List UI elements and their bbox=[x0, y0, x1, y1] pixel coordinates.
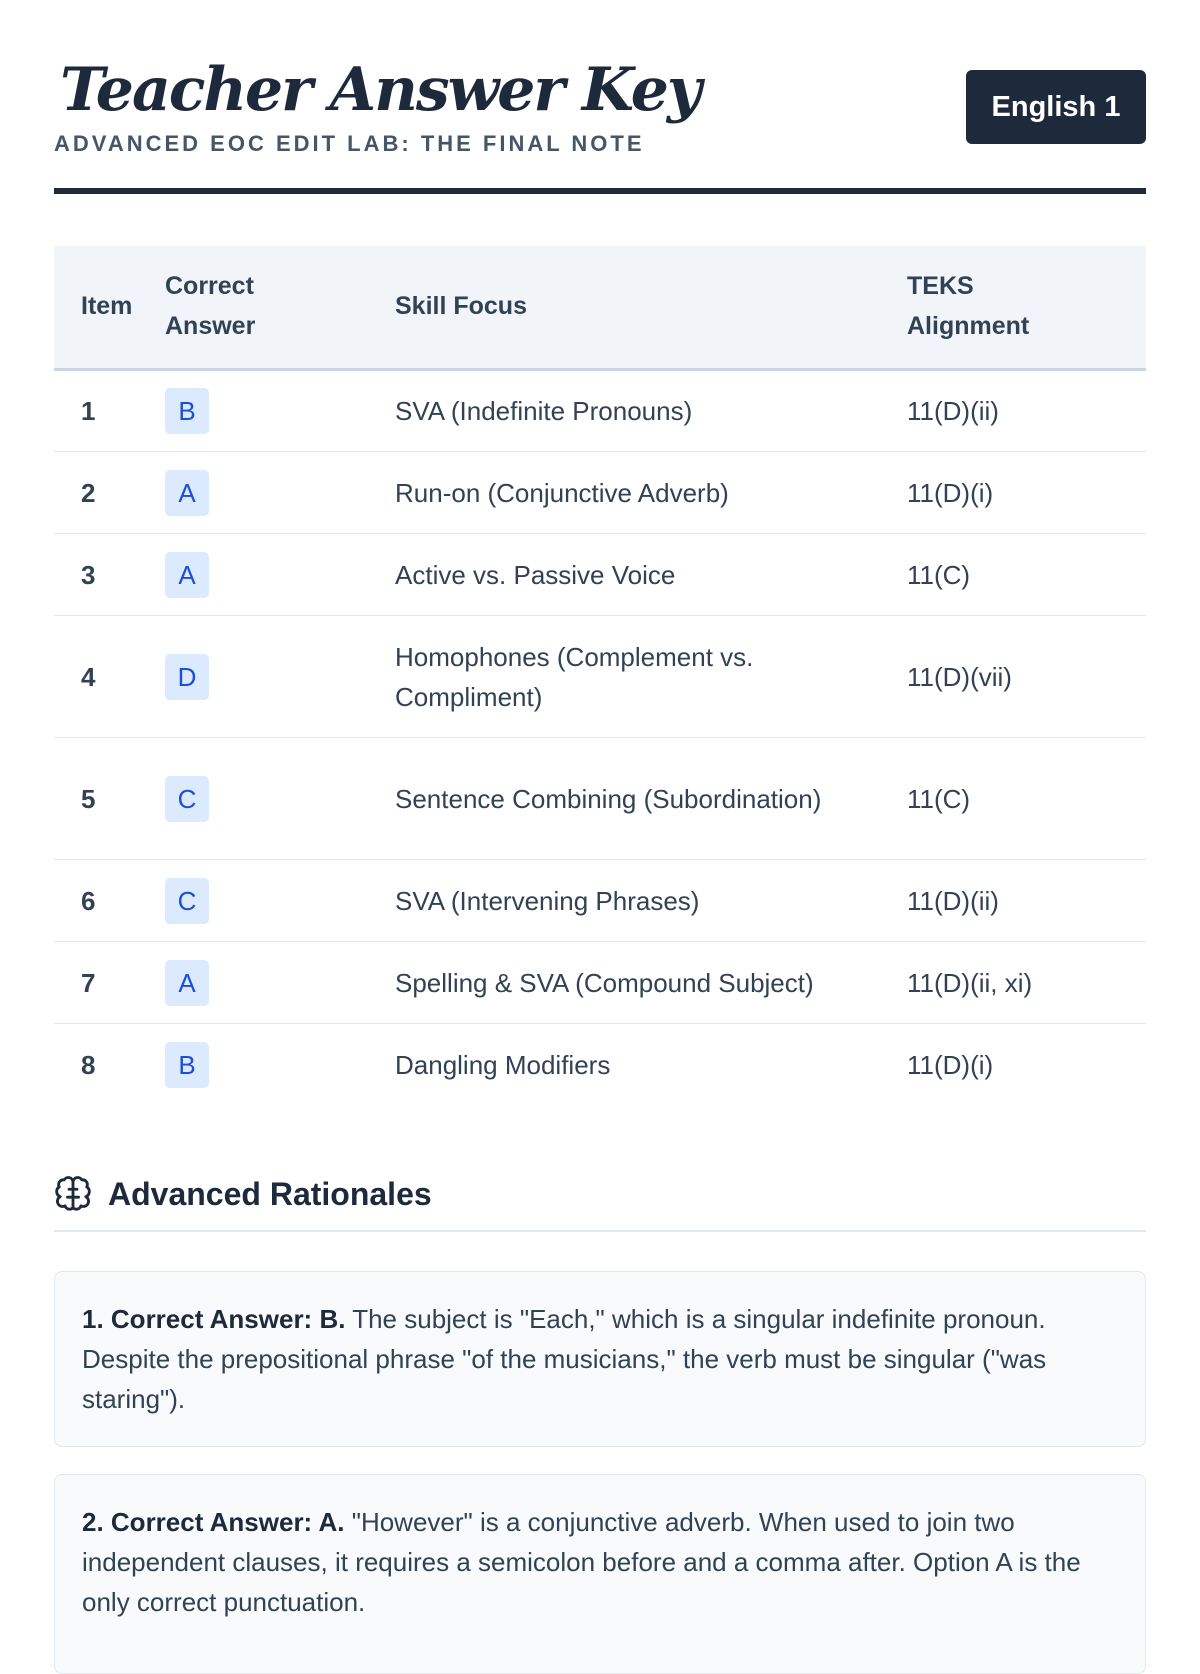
column-header-answer-line1: Correct bbox=[165, 272, 254, 300]
item-number: 8 bbox=[81, 1049, 96, 1080]
answer-chip: B bbox=[165, 1042, 209, 1088]
table-row bbox=[54, 942, 1146, 1024]
rationale-text: "However" is a conjunctive adverb. When used to join two independent clauses, it requires a semicolon before and a comma after. Option A is the only correct punctuation. bbox=[82, 1507, 1081, 1617]
item-number: 7 bbox=[54, 942, 165, 1024]
column-header-teks-line2: Alignment bbox=[907, 312, 1030, 340]
column-header-item: Item bbox=[54, 246, 165, 370]
rationale-text: The subject is "Each," which is a singular indefinite pronoun. Despite the prepositional phrase "of the musicians," the verb must be singular ("was staring"). bbox=[82, 1304, 1047, 1414]
teks-alignment: 11(C) bbox=[907, 738, 1146, 860]
column-header-teks-line1: TEKS bbox=[907, 272, 974, 300]
item-number: 3 bbox=[54, 534, 165, 616]
brain-icon bbox=[54, 1175, 92, 1213]
teks-alignment: 11(C) bbox=[907, 534, 1146, 616]
table-header-row bbox=[54, 246, 1146, 370]
table-row bbox=[54, 370, 1146, 452]
answer-chip: A bbox=[165, 552, 209, 598]
answer-chip: A bbox=[165, 470, 209, 516]
answer-chip: D bbox=[165, 654, 209, 700]
table-row bbox=[54, 616, 1146, 738]
rationale-lead: 2. Correct Answer: A. bbox=[82, 1507, 345, 1537]
rationales-title: Advanced Rationales bbox=[108, 1176, 432, 1212]
column-header-teks bbox=[907, 246, 1146, 370]
skill-focus: Homophones (Complement vs. Compliment) bbox=[395, 616, 907, 738]
course-badge: English 1 bbox=[966, 70, 1146, 144]
skill-focus: Run-on (Conjunctive Adverb) bbox=[395, 452, 907, 534]
teks-alignment: 11(D)(ii, xi) bbox=[907, 942, 1146, 1024]
item-number: 5 bbox=[54, 738, 165, 860]
column-header-answer bbox=[165, 246, 395, 370]
skill-focus: Sentence Combining (Subordination) bbox=[395, 738, 907, 860]
answer-chip: A bbox=[165, 960, 209, 1006]
teks-alignment: 11(D)(ii) bbox=[907, 860, 1146, 942]
table-row bbox=[54, 452, 1146, 534]
item-number: 2 bbox=[54, 452, 165, 534]
item-number: 6 bbox=[54, 860, 165, 942]
answer-chip: C bbox=[165, 776, 209, 822]
page-subtitle: ADVANCED EOC EDIT LAB: THE FINAL NOTE bbox=[54, 131, 645, 156]
column-header-skill: Skill Focus bbox=[395, 246, 907, 370]
rationales-section-header bbox=[54, 1170, 1146, 1232]
skill-focus: Active vs. Passive Voice bbox=[395, 534, 907, 616]
page-title: Teacher Answer Key bbox=[60, 55, 700, 125]
rationale-card bbox=[54, 1474, 1146, 1674]
answer-chip: B bbox=[165, 388, 209, 434]
rationale-card bbox=[54, 1271, 1146, 1447]
skill-focus: Spelling & SVA (Compound Subject) bbox=[395, 942, 907, 1024]
table-row bbox=[54, 738, 1146, 860]
item-number: 1 bbox=[54, 370, 165, 452]
table-row bbox=[54, 860, 1146, 942]
answer-key-table bbox=[54, 246, 1146, 1106]
answer-chip: C bbox=[165, 878, 209, 924]
table-row bbox=[54, 534, 1146, 616]
teks-alignment: 11(D)(ii) bbox=[907, 370, 1146, 452]
item-number: 4 bbox=[54, 616, 165, 738]
skill-focus: SVA (Intervening Phrases) bbox=[395, 860, 907, 942]
teks-alignment: 11(D)(i) bbox=[907, 452, 1146, 534]
table-row bbox=[54, 1024, 1146, 1106]
rationale-lead: 1. Correct Answer: B. bbox=[82, 1304, 346, 1334]
page-header bbox=[54, 0, 1146, 194]
column-header-answer-line2: Answer bbox=[165, 312, 256, 340]
teks-alignment: 11(D)(vii) bbox=[907, 616, 1146, 738]
teks-alignment: 11(D)(i) bbox=[907, 1049, 994, 1080]
skill-focus: Dangling Modifiers bbox=[395, 1049, 611, 1080]
skill-focus: SVA (Indefinite Pronouns) bbox=[395, 370, 907, 452]
